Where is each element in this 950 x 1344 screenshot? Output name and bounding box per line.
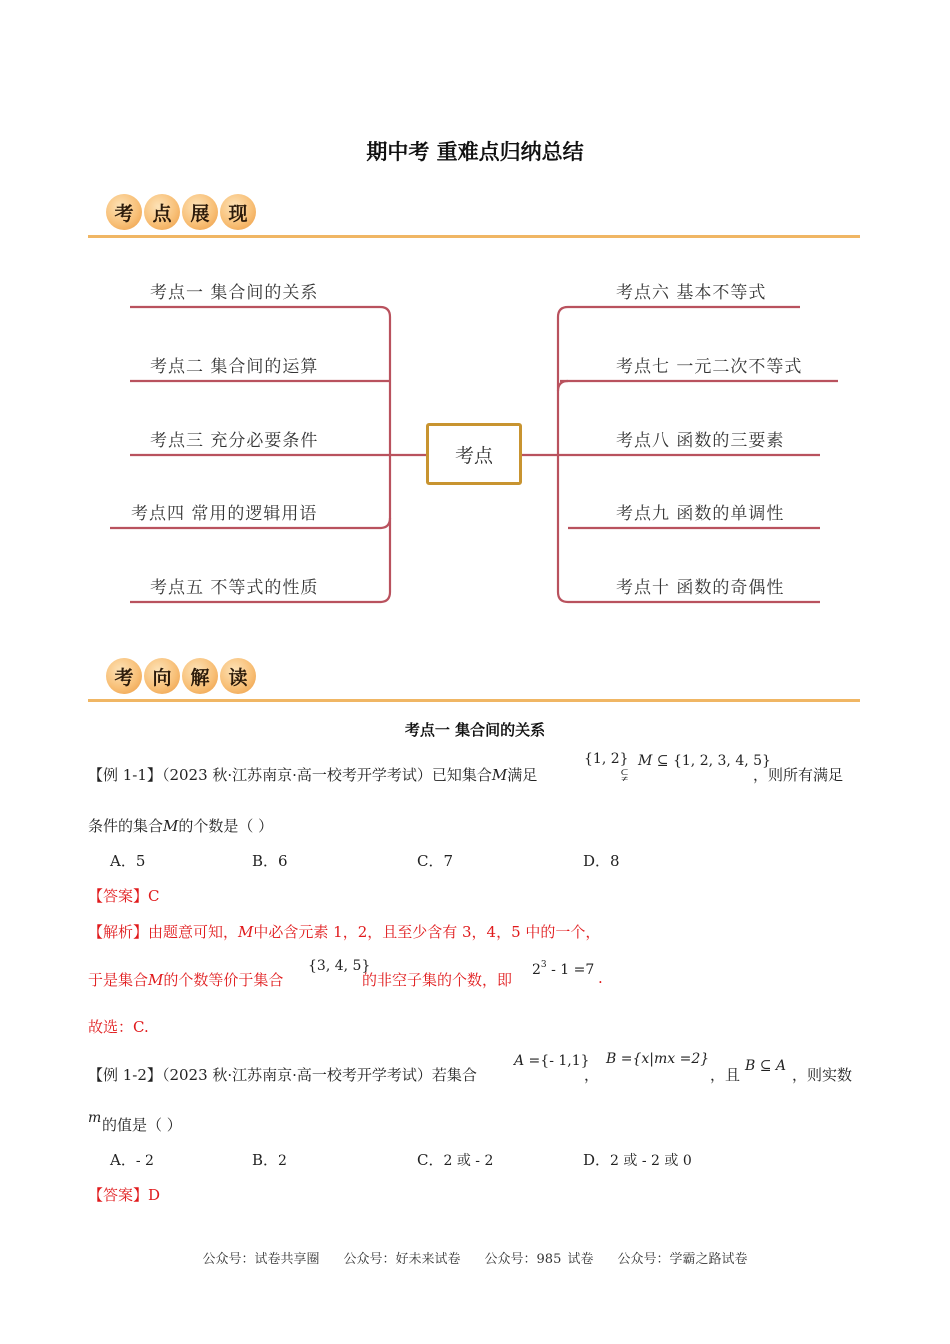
choose: 故选：C. xyxy=(88,1018,149,1036)
math-set-12: {1, 2} xyxy=(584,751,629,767)
var-M: M xyxy=(238,923,254,941)
math-B-def: B ={x|mx =2} xyxy=(606,1051,710,1067)
math-A-def: A ={- 1,1} xyxy=(514,1053,590,1069)
banner-char: 点 xyxy=(144,194,180,230)
footer-item: 公众号：好未来试卷 xyxy=(343,1252,461,1267)
math-power-expr xyxy=(532,962,594,978)
set-contents: - 1,1 xyxy=(549,1053,581,1069)
option-d: D．8 xyxy=(583,852,620,870)
lhs: B = xyxy=(606,1051,633,1067)
option-value: - 2 xyxy=(135,1153,154,1169)
footer xyxy=(0,1248,950,1267)
banner-char: 现 xyxy=(220,194,256,230)
banner-char: 考 xyxy=(106,194,142,230)
var-M: M xyxy=(163,817,179,835)
set-contents: 3, 4, 5 xyxy=(316,958,362,974)
var-M: M xyxy=(148,971,164,989)
analysis-tag: 【解析】 xyxy=(88,923,149,941)
option-d xyxy=(583,1149,692,1170)
example-source: （2023 秋·江苏南京·高一校考开学考试）已知集合 xyxy=(161,766,492,784)
mindmap-item-right-10: 考点十 函数的奇偶性 xyxy=(616,578,785,598)
text: 由题意可知， xyxy=(148,923,239,941)
set-contents: 1, 2, 3, 4, 5 xyxy=(681,753,763,769)
text: 的非空子集的个数，即 xyxy=(362,971,513,989)
set-contents: x|mx =2 xyxy=(641,1051,701,1067)
mindmap-item-right-7: 考点七 一元二次不等式 xyxy=(616,357,803,377)
pow-exponent: 3 xyxy=(540,960,547,970)
example-1-1-stem xyxy=(88,764,537,785)
option-b: B．6 xyxy=(252,852,288,870)
banner-char: 解 xyxy=(182,658,218,694)
mindmap-item-right-6: 考点六 基本不等式 xyxy=(616,283,767,303)
pow-tail: - 1 =7 xyxy=(546,962,595,978)
option-a xyxy=(110,1149,154,1170)
footer-item: 公众号：学霸之路试卷 xyxy=(617,1252,748,1267)
text: 于是集合 xyxy=(88,971,149,989)
pow-base: 2 xyxy=(532,962,541,978)
option-label: A． xyxy=(110,1151,136,1169)
page-title: 期中考 重难点归纳总结 xyxy=(366,140,584,164)
option-a: A．5 xyxy=(110,852,146,870)
text: 的值是（ ） xyxy=(102,1116,182,1134)
mindmap-item-left-5: 考点五 不等式的性质 xyxy=(150,578,319,598)
analysis-line1 xyxy=(88,921,600,942)
option-label: B． xyxy=(252,1151,279,1169)
math-M-subseteq: M ⊆ {1, 2, 3, 4, 5} xyxy=(638,753,771,769)
math-set-345: {3, 4, 5} xyxy=(308,958,371,974)
set-contents: 1, 2 xyxy=(592,751,620,767)
section-heading: 考点一 集合间的关系 xyxy=(404,721,546,739)
text: 的个数是（ ） xyxy=(178,817,274,835)
mindmap-item-left-4: 考点四 常用的逻辑用语 xyxy=(131,504,318,524)
option-value: 2 或 - 2 或 0 xyxy=(610,1153,692,1169)
mindmap-center: 考点 xyxy=(426,423,522,485)
text: ，则实数 xyxy=(792,1066,853,1084)
answer: 【答案】C xyxy=(88,887,160,905)
text: ， xyxy=(584,1066,600,1084)
text: ，且 xyxy=(710,1066,741,1084)
example-source: （2023 秋·江苏南京·高一校考开学考试）若集合 xyxy=(161,1066,477,1084)
option-value: 2 或 - 2 xyxy=(443,1153,494,1169)
var-M: M xyxy=(491,766,508,784)
footer-item: 公众号：985 试卷 xyxy=(484,1252,594,1267)
example-tag: 【例 1-2】 xyxy=(88,1066,162,1084)
option-label: C． xyxy=(417,1151,444,1169)
math-B-subseteq-A: B ⊆ A xyxy=(745,1058,787,1074)
mindmap-item-left-2: 考点二 集合间的运算 xyxy=(150,357,319,377)
banner-char: 考 xyxy=(106,658,142,694)
text: 中必含元素 1，2，且至少含有 3，4，5 中的一个， xyxy=(253,923,601,941)
section-banner-kaoxiang xyxy=(88,656,860,702)
example-tag: 【例 1-1】 xyxy=(88,766,162,784)
footer-item: 公众号：试卷共享圈 xyxy=(202,1252,320,1267)
option-c xyxy=(417,1149,493,1170)
text: 的个数等价于集合 xyxy=(163,971,284,989)
mindmap-item-left-3: 考点三 充分必要条件 xyxy=(150,431,319,451)
text: ，则所有满足 xyxy=(753,766,844,784)
mindmap-lines xyxy=(0,0,950,640)
option-c: C．7 xyxy=(417,852,454,870)
var-M: M xyxy=(638,753,653,769)
example-1-1-line2 xyxy=(88,815,273,836)
example-1-2-stem xyxy=(88,1064,477,1085)
mindmap-item-right-8: 考点八 函数的三要素 xyxy=(616,431,785,451)
banner-char: 展 xyxy=(182,194,218,230)
text: . xyxy=(598,969,603,987)
banner-char: 读 xyxy=(220,658,256,694)
text: 条件的集合 xyxy=(88,817,164,835)
mindmap-item-left-1: 考点一 集合间的关系 xyxy=(150,283,319,303)
answer: 【答案】D xyxy=(88,1186,161,1204)
option-label: D． xyxy=(583,1151,611,1169)
subseteq-symbol: ⊆ xyxy=(656,753,669,769)
lhs: A = xyxy=(514,1053,541,1069)
option-b xyxy=(252,1149,287,1170)
text: 满足 xyxy=(507,766,538,784)
proper-subset-symbol: ⫋ xyxy=(621,765,629,784)
banner-rule xyxy=(88,699,860,702)
analysis-line2 xyxy=(88,969,283,990)
var-m: m xyxy=(88,1110,102,1126)
mindmap-item-right-9: 考点九 函数的单调性 xyxy=(616,504,785,524)
option-value: 2 xyxy=(278,1153,287,1169)
banner-char: 向 xyxy=(144,658,180,694)
